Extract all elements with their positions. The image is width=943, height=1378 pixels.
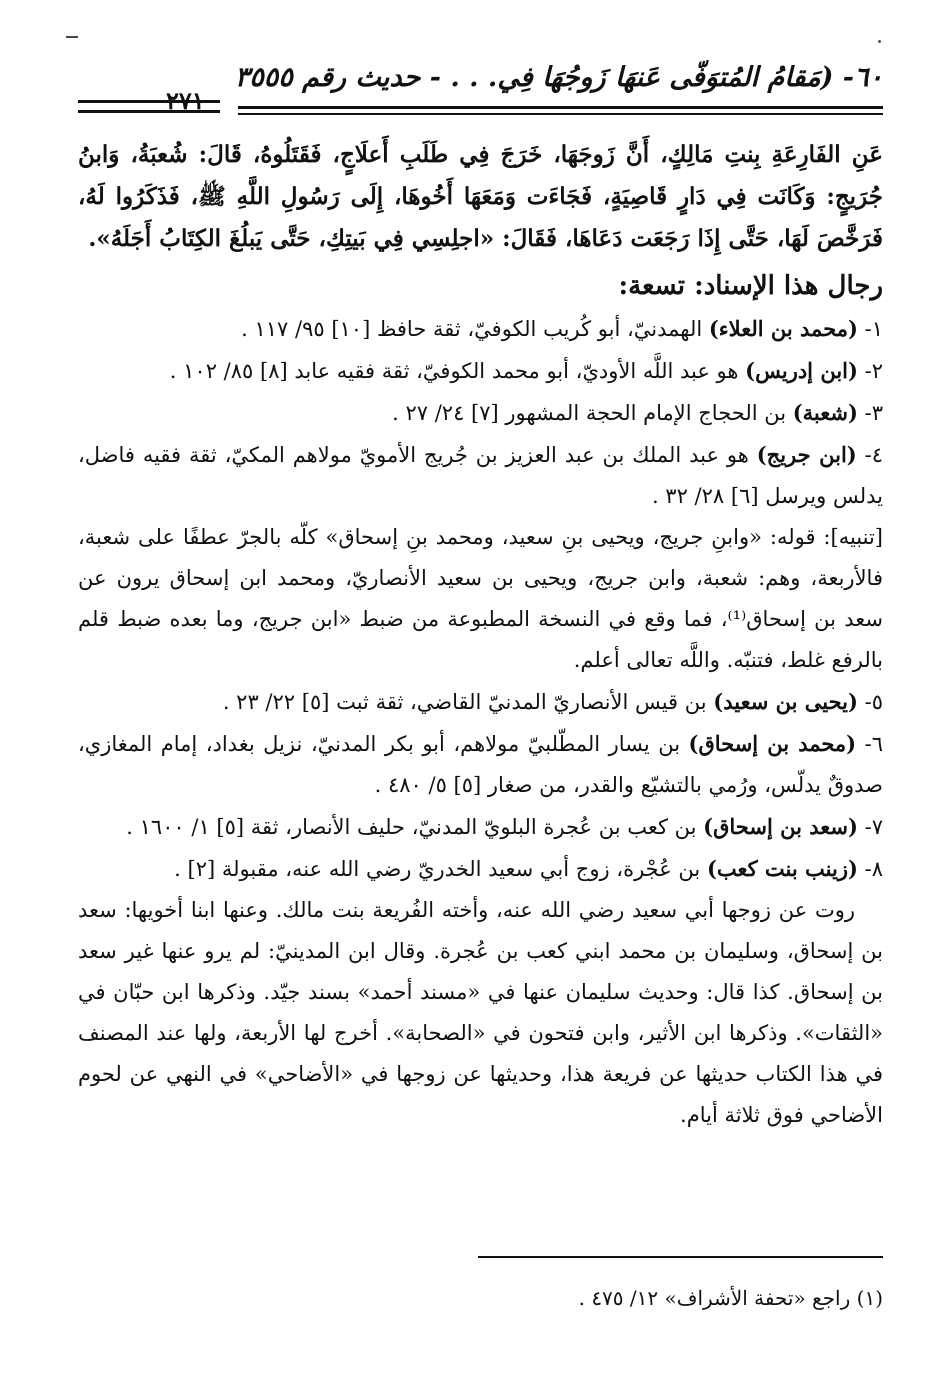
- scan-dot: [878, 40, 881, 43]
- narrator-entry: [78, 434, 883, 517]
- narrator-entry: [78, 723, 883, 806]
- narrator-name: (محمد بن إسحاق): [688, 731, 857, 756]
- narrator-description: الهمدنيّ، أبو كُريب الكوفيّ، ثقة حافظ [١٠] ٩٥/ ١١٧ .: [241, 317, 709, 341]
- note-label: [تنبيه]:: [823, 525, 883, 549]
- narrator-entry: [78, 392, 883, 434]
- narrator-entry: [78, 806, 883, 848]
- narrator-number: ١-: [857, 317, 883, 341]
- hadith-text: عَنِ الفَارِعَةِ بِنتِ مَالِكٍ، أَنَّ زَوجَهَا، خَرَجَ فِي طَلَبِ أَعلَاجٍ، فَقَتَلُوهُ، قَالَ: شُعبَةُ، وَابنُ جُرَيجٍ: وَكَانَت فِي دَارٍ قَاصِيَةٍ، فَجَاءَت وَمَعَهَا أَخُوهَا، إِلَى رَسُولِ اللَّهِ ﷺ، فَذَكَرُوا لَهُ، فَرَخَّصَ لَهَا، حَتَّى إِذَا رَجَعَت دَعَاهَا، فَقَالَ: «اجلِسِي فِي بَيتِكِ، حَتَّى يَبلُغَ الكِتَابُ أَجَلَهُ».: [78, 141, 883, 252]
- narrator-entry: [78, 848, 883, 890]
- narrator-name: (ابن إدريس): [745, 358, 858, 383]
- section-heading: رجال هذا الإسناد: تسعة:: [618, 271, 883, 301]
- narrator-name: (زينب بنت كعب): [706, 856, 858, 881]
- narrator-number: ٢-: [857, 359, 883, 383]
- narrator-description: هو عبد اللَّه الأوديّ، أبو محمد الكوفيّ، ثقة فقيه عابد [٨] ٨٥/ ١٠٢ .: [169, 359, 746, 383]
- narrator-name: (ابن جريج): [756, 442, 857, 467]
- page-body: [78, 134, 883, 1136]
- narrator-list: [78, 308, 883, 517]
- running-title: ٦٠- (مَقامُ المُتوَفّى عَنهَا زَوجُهَا فِي. . . - حديث رقم ٣٥٥٥: [234, 62, 883, 93]
- narrator-entry: [78, 350, 883, 392]
- header-rule-right: [238, 106, 883, 109]
- narrator-description: بن قيس الأنصاريّ المدنيّ القاضي، ثقة ثبت [٥] ٢٢/ ٢٣ .: [222, 690, 714, 714]
- narrator-name: (شعبة): [792, 400, 858, 425]
- header-rule-left-2: [78, 110, 220, 113]
- narrator-entry: [78, 308, 883, 350]
- narrator-name: (محمد بن العلاء): [708, 316, 858, 341]
- scan-mark: [66, 36, 78, 38]
- narrator-description: بن كعب بن عُجرة البلويّ المدنيّ، حليف الأنصار، ثقة [٥] ١/ ١٦٠٠ .: [126, 815, 704, 839]
- narrator-description: بن الحجاج الإمام الحجة المشهور [٧] ٢٤/ ٢٧ .: [392, 401, 793, 425]
- narrator-number: ٥-: [857, 690, 883, 714]
- narrator-description: بن عُجْرة، زوج أبي سعيد الخدريّ رضي الله عنه، مقبولة [٢] .: [174, 857, 707, 881]
- header-rule-left: [78, 100, 220, 103]
- note-paragraph: [78, 517, 883, 681]
- narrator-entry: [78, 681, 883, 723]
- header-rule-right-2: [238, 113, 883, 115]
- narrator-number: ٤-: [856, 443, 883, 467]
- biography-paragraph: روت عن زوجها أبي سعيد رضي الله عنه، وأخته الفُريعة بنت مالك. وعنها ابنا أخويها: سعد بن إسحاق، وسليمان بن محمد ابني كعب بن عُجرة. وقال ابن المدينيّ: لم يرو عنها غير سعد بن إسحاق. كذا قال: وحديث سليمان عنها في «مسند أحمد» بسند جيّد. وذكرها ابن حبّان في «الثقات». وذكرها ابن الأثير، وابن فتحون في «الصحابة». أخرج لها الأربعة، ولها عند المصنف في هذا الكتاب حديثها عن فريعة هذا، وحديثها عن زوجها في «الأضاحي» في النهي عن لحوم الأضاحي فوق ثلاثة أيام.: [78, 898, 883, 1127]
- narrator-number: ٣-: [857, 401, 883, 425]
- narrator-number: ٦-: [856, 732, 883, 756]
- narrator-name: (يحيى بن سعيد): [713, 689, 858, 714]
- narrator-number: ٧-: [857, 815, 883, 839]
- page-header: [78, 62, 883, 115]
- footnote-divider: [478, 1256, 883, 1258]
- narrator-name: (سعد بن إسحاق): [703, 814, 858, 839]
- narrator-description: بن يسار المطّلبيّ مولاهم، أبو بكر المدنيّ، نزيل بغداد، إمام المغازي، صدوقٌ يدلّس، ورُمي بالتشيّع والقدر، من صغار [٥] ٥/ ٤٨٠ .: [78, 732, 883, 797]
- note-text: قوله: «وابنِ جريج، ويحيى بنِ سعيد، ومحمد بنِ إسحاق» كلّه بالجرّ عطفًا على شعبة، فالأربعة، وهم: شعبة، وابن جريج، ويحيى بن سعيد الأنصاريّ، ومحمد ابن إسحاق يرون عن سعد بن إسحاق⁽¹⁾، فما وقع في النسخة المطبوعة من ضبط «ابن جريج، وما بعده ضبط قلم بالرفع غلط، فتنبّه. واللَّه تعالى أعلم.: [78, 525, 883, 672]
- narrator-description: هو عبد الملك بن عبد العزيز بن جُريج الأمويّ مولاهم المكيّ، ثقة فقيه فاضل، يدلس ويرسل [٦] ٢٨/ ٣٢ .: [78, 443, 883, 508]
- narrator-list-continued: [78, 681, 883, 890]
- footnote: (١) راجع «تحفة الأشراف» ١٢/ ٤٧٥ .: [578, 1286, 883, 1310]
- page-number: ٢٧١: [166, 86, 205, 115]
- narrator-number: ٨-: [857, 857, 883, 881]
